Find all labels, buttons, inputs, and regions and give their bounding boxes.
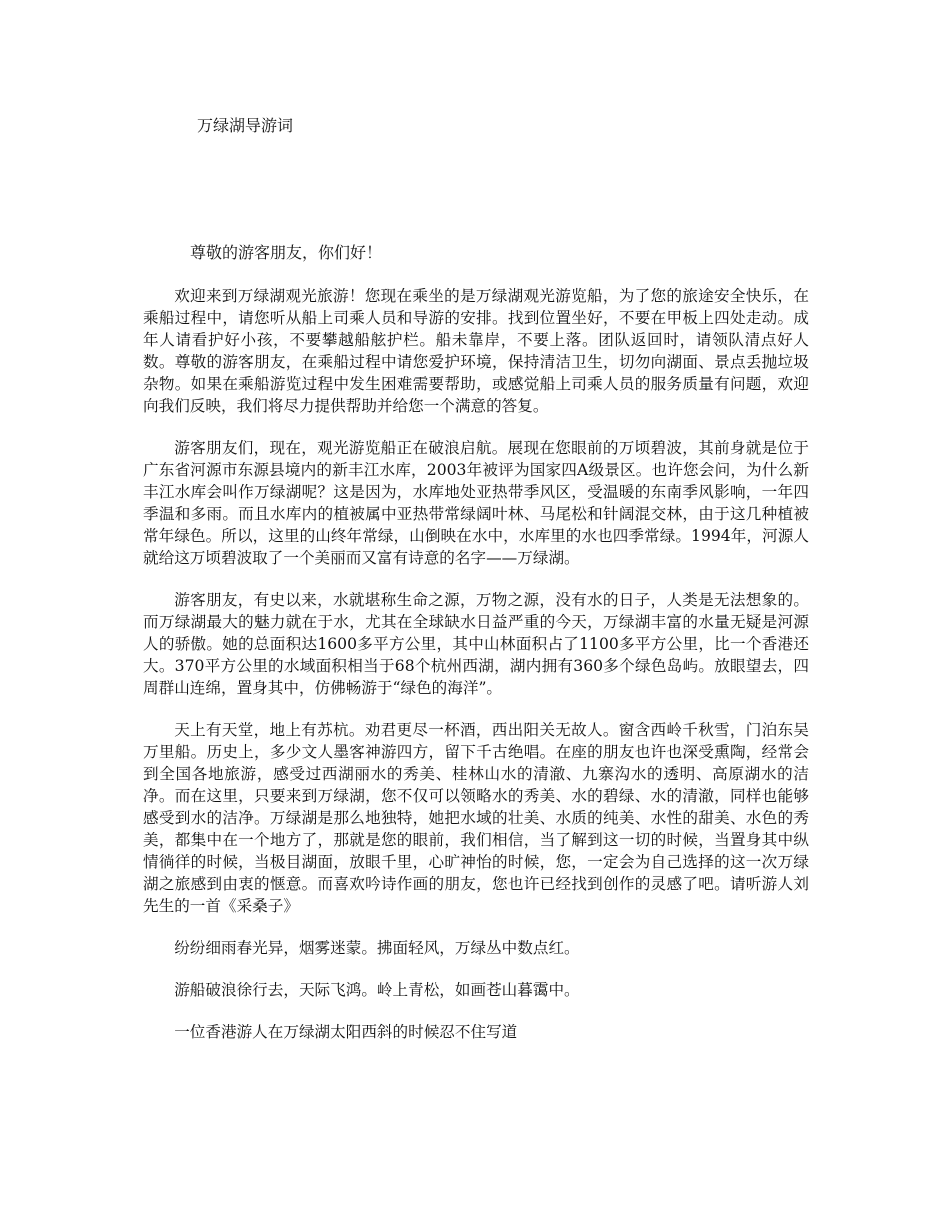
poem-line-1: 纷纷细雨春光异，烟雾迷蒙。拂面轻风，万绿丛中数点红。 bbox=[174, 939, 580, 957]
document-body bbox=[143, 285, 809, 1063]
paragraph-water-charm: 游客朋友，有史以来，水就堪称生命之源，万物之源，没有水的日子，人类是无法想象的。而万绿湖最大的魅力就在于水，尤其在全球缺水日益严重的今天，万绿湖丰富的水量无疑是河源人的骄傲。她的总面积达1600多平方公里，其中山林面积占了1100多平方公里，比一个香港还大。370平方公里的水域面积相当于68个杭州西湖，湖内拥有360多个绿色岛屿。放眼望去，四周群山连绵，置身其中，仿佛畅游于“绿色的海洋”。 bbox=[143, 591, 809, 697]
paragraph-safety-notice: 欢迎来到万绿湖观光旅游！您现在乘坐的是万绿湖观光游览船，为了您的旅途安全快乐，在乘船过程中，请您听从船上司乘人员和导游的安排。找到位置坐好，不要在甲板上四处走动。成年人请看护好小孩，不要攀越船舷护栏。船未靠岸，不要上落。团队返回时，请领队清点好人数。尊敬的游客朋友，在乘船过程中请您爱护环境，保持清洁卫生，切勿向湖面、景点丢抛垃圾杂物。如果在乘船游览过程中发生困难需要帮助，或感觉船上司乘人员的服务质量有问题，欢迎向我们反映，我们将尽力提供帮助并给您一个满意的答复。 bbox=[143, 287, 809, 415]
paragraph-hk-visitor: 一位香港游人在万绿湖太阳西斜的时候忍不住写道 bbox=[174, 1023, 518, 1041]
poem-line-2: 游船破浪徐行去，天际飞鸿。岭上青松，如画苍山暮霭中。 bbox=[174, 981, 580, 999]
paragraph-lake-origin: 游客朋友们，现在，观光游览船正在破浪启航。展现在您眼前的万顷碧波，其前身就是位于广东省河源市东源县境内的新丰江水库，2003年被评为国家四A级景区。也许您会问，为什么新丰江水库会叫作万绿湖呢？这是因为，水库地处亚热带季风区，受温暖的东南季风影响，一年四季温和多雨。而且水库内的植被属中亚热带常绿阔叶林、马尾松和针阔混交林，由于这几种植被常年绿色。所以，这里的山终年常绿，山倒映在水中，水库里的水也四季常绿。1994年，河源人就给这万顷碧波取了一个美丽而又富有诗意的名字——万绿湖。 bbox=[143, 439, 809, 567]
paragraph-poetic-water: 天上有天堂，地上有苏杭。劝君更尽一杯酒，西出阳关无故人。窗含西岭千秋雪，门泊东吴万里船。历史上，多少文人墨客神游四方，留下千古绝唱。在座的朋友也许也深受熏陶，经常会到全国各地旅游，感受过西湖丽水的秀美、桂林山水的清澈、九寨沟水的透明、高原湖水的洁净。而在这里，只要来到万绿湖，您不仅可以领略水的秀美、水的碧绿、水的清澈，同样也能够感受到水的洁净。万绿湖是那么地独特，她把水域的壮美、水质的纯美、水性的甜美、水色的秀美，都集中在一个地方了，那就是您的眼前，我们相信，当了解到这一切的时候，当置身其中纵情徜徉的时候，当极目湖面，放眼千里，心旷神怡的时候，您，一定会为自己选择的这一次万绿湖之旅感到由衷的惬意。而喜欢吟诗作画的朋友，您也许已经找到创作的灵感了吧。请听游人刘先生的一首《采桑子》 bbox=[143, 721, 809, 915]
greeting-line: 尊敬的游客朋友，你们好！ bbox=[190, 243, 383, 262]
document-title: 万绿湖导游词 bbox=[197, 116, 294, 135]
